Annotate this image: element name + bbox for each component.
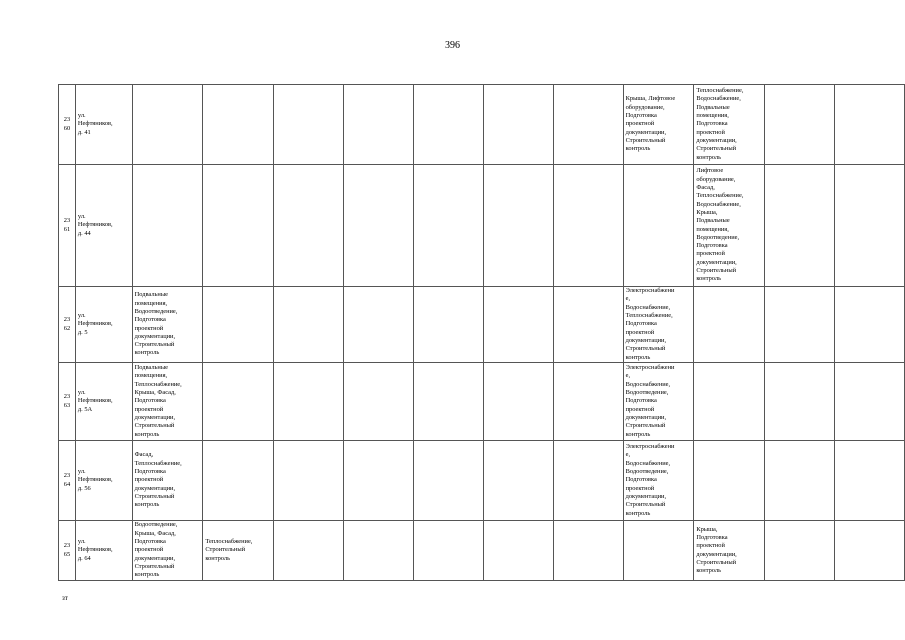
work-cell-text: Электроснабжени е, Водоснабжение, Водоотведение, Подготовка проектной документации, Строительный контроль [625,443,675,517]
address-cell [75,287,132,363]
empty-cell [553,85,623,165]
empty-cell [834,363,904,441]
work-cell [694,287,765,363]
work-cell-text: Крыша, Подготовка проектной документации, Строительный контроль [696,525,737,575]
empty-cell [343,85,413,165]
work-cell-text: Электроснабжени е, Водоснабжение, Теплоснабжение, Подготовка проектной документации, Строительный контроль [625,287,675,361]
work-cell [132,85,203,165]
empty-cell [765,441,835,521]
empty-cell [553,287,623,363]
work-cell [203,165,274,287]
address-cell-text: ул. Нефтяников, д. 5А [77,389,113,413]
page-number: 396 [445,40,460,51]
work-cell [623,85,694,165]
work-cell-text: Фасад, Теплоснабжение, Подготовка проектной документации, Строительный контроль [134,451,182,509]
row-number [59,441,76,521]
empty-cell [413,165,483,287]
work-cell-text: Теплоснабжение, Строительный контроль [205,538,253,562]
empty-cell [274,165,344,287]
empty-cell [834,441,904,521]
table-row [59,85,905,165]
table-row [59,287,905,363]
address-cell-text: ул. Нефтяников, д. 64 [77,538,113,562]
row-number [59,521,76,581]
row-number-text: 23 64 [63,472,71,488]
empty-cell [765,85,835,165]
work-cell [623,441,694,521]
address-cell-text: ул. Нефтяников, д. 56 [77,468,113,492]
work-cell-text: Подвальные помещения, Теплоснабжение, Крыша, Фасад, Подготовка проектной документации, Строительный контроль [134,364,182,438]
empty-cell [343,363,413,441]
work-cell-text: Водоотведение, Крыша, Фасад, Подготовка проектной документации, Строительный контроль [134,521,178,579]
address-cell [75,165,132,287]
empty-cell [765,165,835,287]
address-cell-text: ул. Нефтяников, д. 41 [77,112,113,136]
work-cell [132,287,203,363]
empty-cell [343,165,413,287]
work-cell [694,521,765,581]
row-number-text: 23 62 [63,316,71,332]
empty-cell [413,441,483,521]
work-cell [203,287,274,363]
address-cell [75,441,132,521]
empty-cell [553,521,623,581]
work-cell [203,85,274,165]
empty-cell [553,363,623,441]
table-row [59,521,905,581]
empty-cell [765,521,835,581]
empty-cell [274,521,344,581]
address-cell [75,363,132,441]
work-cell [203,441,274,521]
empty-cell [834,85,904,165]
row-number [59,85,76,165]
empty-cell [483,85,553,165]
work-cell [623,521,694,581]
empty-cell [834,521,904,581]
empty-cell [834,165,904,287]
empty-cell [483,441,553,521]
empty-cell [343,441,413,521]
empty-cell [765,287,835,363]
empty-cell [553,441,623,521]
empty-cell [483,165,553,287]
empty-cell [483,521,553,581]
work-cell [132,165,203,287]
footer-mark: зт [62,594,68,602]
empty-cell [343,521,413,581]
work-cell [203,521,274,581]
empty-cell [413,363,483,441]
empty-cell [413,85,483,165]
empty-cell [483,363,553,441]
work-cell [132,521,203,581]
table-row [59,165,905,287]
row-number [59,287,76,363]
work-cell [132,441,203,521]
empty-cell [274,363,344,441]
work-cell-text: Электроснабжени е, Водоснабжение, Водоотведение, Подготовка проектной документации, Строительный контроль [625,364,675,438]
work-cell [132,363,203,441]
row-number-text: 23 63 [63,393,71,409]
work-cell-text: Крыша, Лифтовое оборудование, Подготовка проектной документации, Строительный контроль [625,95,676,153]
work-cell-text: Подвальные помещения, Водоотведение, Подготовка проектной документации, Строительный контроль [134,291,178,357]
row-number-text: 23 65 [63,542,71,558]
row-number-text: 23 60 [63,116,71,132]
empty-cell [483,287,553,363]
work-cell [623,363,694,441]
work-cell [694,165,765,287]
table-row [59,441,905,521]
empty-cell [834,287,904,363]
empty-cell [274,287,344,363]
work-cell-text: Лифтовое оборудование, Фасад, Теплоснабжение, Водоснабжение, Крыша, Подвальные помещения, Водоотведение, Подготовка проектной документации, Строительный контроль [696,167,744,283]
table-row [59,363,905,441]
work-cell [694,363,765,441]
address-cell [75,85,132,165]
empty-cell [274,441,344,521]
empty-cell [413,287,483,363]
row-number-text: 23 61 [63,217,71,233]
empty-cell [274,85,344,165]
row-number [59,165,76,287]
empty-cell [765,363,835,441]
repair-schedule-table [58,84,905,581]
work-cell-text: Теплоснабжение, Водоснабжение, Подвальные помещения, Подготовка проектной документации, Строительный контроль [696,87,744,161]
address-cell-text: ул. Нефтяников, д. 5 [77,312,113,336]
empty-cell [413,521,483,581]
empty-cell [553,165,623,287]
row-number [59,363,76,441]
work-cell [694,85,765,165]
work-cell [623,165,694,287]
work-cell [694,441,765,521]
work-cell [203,363,274,441]
empty-cell [343,287,413,363]
address-cell [75,521,132,581]
address-cell-text: ул. Нефтяников, д. 44 [77,213,113,237]
work-cell [623,287,694,363]
